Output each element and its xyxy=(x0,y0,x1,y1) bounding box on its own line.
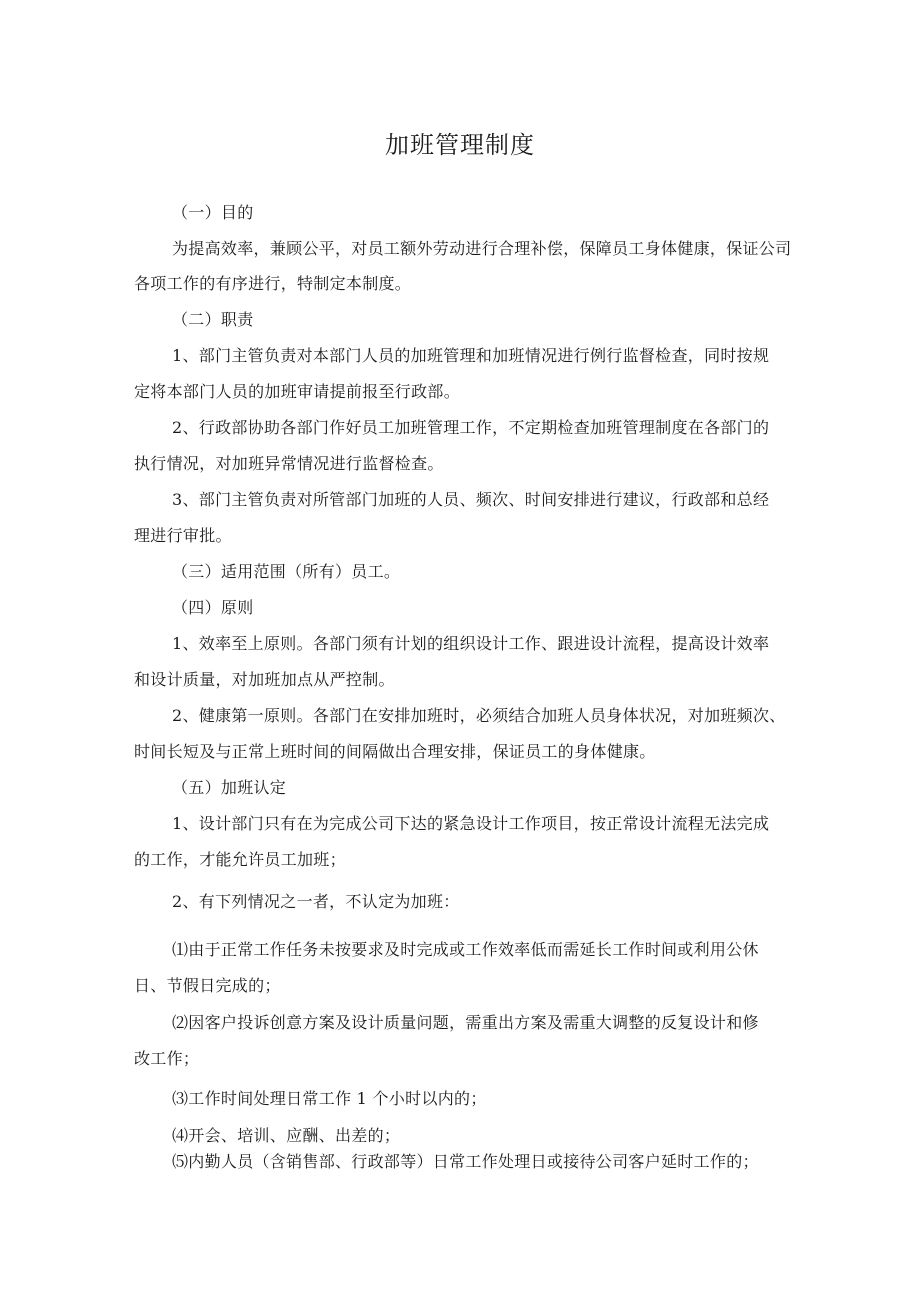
list-item-continuation: 改工作； xyxy=(134,1049,200,1068)
paragraph-line: 和设计质量，对加班加点从严控制。 xyxy=(134,670,395,689)
paragraph-line: 为提高效率，兼顾公平，对员工额外劳动进行合理补偿，保障员工身体健康，保证公司 xyxy=(172,239,792,258)
paragraph-line: 的工作，才能允许员工加班； xyxy=(134,850,346,869)
section-heading-scope: （三）适用范围（所有）员工。 xyxy=(172,562,401,581)
paragraph-line: 执行情况，对加班异常情况进行监督检查。 xyxy=(134,454,444,473)
paragraph-line: 1、效率至上原则。各部门须有计划的组织设计工作、跟进设计流程，提高设计效率 xyxy=(172,634,770,653)
paragraph-line: 3、部门主管负责对所管部门加班的人员、频次、时间安排进行建议，行政部和总经 xyxy=(172,490,770,509)
list-item-continuation: 日、节假日完成的； xyxy=(134,976,281,995)
list-item: ⑶工作时间处理日常工作 1 个小时以内的； xyxy=(172,1089,487,1108)
list-item: ⑸内勤人员（含销售部、行政部等）日常工作处理日或接待公司客户延时工作的； xyxy=(172,1152,759,1171)
section-heading-principles: （四）原则 xyxy=(172,598,254,617)
paragraph-line: 1、部门主管负责对本部门人员的加班管理和加班情况进行例行监督检查，同时按规 xyxy=(172,346,770,365)
paragraph-line: 2、有下列情况之一者，不认定为加班： xyxy=(172,892,460,911)
section-heading-overtime-recognition: （五）加班认定 xyxy=(172,778,287,797)
paragraph-line: 各项工作的有序进行，特制定本制度。 xyxy=(134,274,412,293)
paragraph-line: 定将本部门人员的加班审请提前报至行政部。 xyxy=(134,382,461,401)
paragraph-line: 时间长短及与正常上班时间的间隔做出合理安排，保证员工的身体健康。 xyxy=(134,742,656,761)
section-heading-duties: （二）职责 xyxy=(172,310,254,329)
section-heading-purpose: （一）目的 xyxy=(172,203,254,222)
paragraph-line: 1、设计部门只有在为完成公司下达的紧急设计工作项目，按正常设计流程无法完成 xyxy=(172,814,770,833)
paragraph-line: 2、行政部协助各部门作好员工加班管理工作，不定期检查加班管理制度在各部门的 xyxy=(172,418,770,437)
paragraph-line: 2、健康第一原则。各部门在安排加班时，必须结合加班人员身体状况，对加班频次、 xyxy=(172,706,786,725)
list-item: ⑴由于正常工作任务未按要求及时完成或工作效率低而需延长工作时间或利用公休 xyxy=(172,940,759,959)
paragraph-line: 理进行审批。 xyxy=(134,526,232,545)
list-item: ⑵因客户投诉创意方案及设计质量问题，需重出方案及需重大调整的反复设计和修 xyxy=(172,1013,759,1032)
list-item: ⑷开会、培训、应酬、出差的； xyxy=(172,1126,401,1145)
document-title: 加班管理制度 xyxy=(385,131,535,159)
